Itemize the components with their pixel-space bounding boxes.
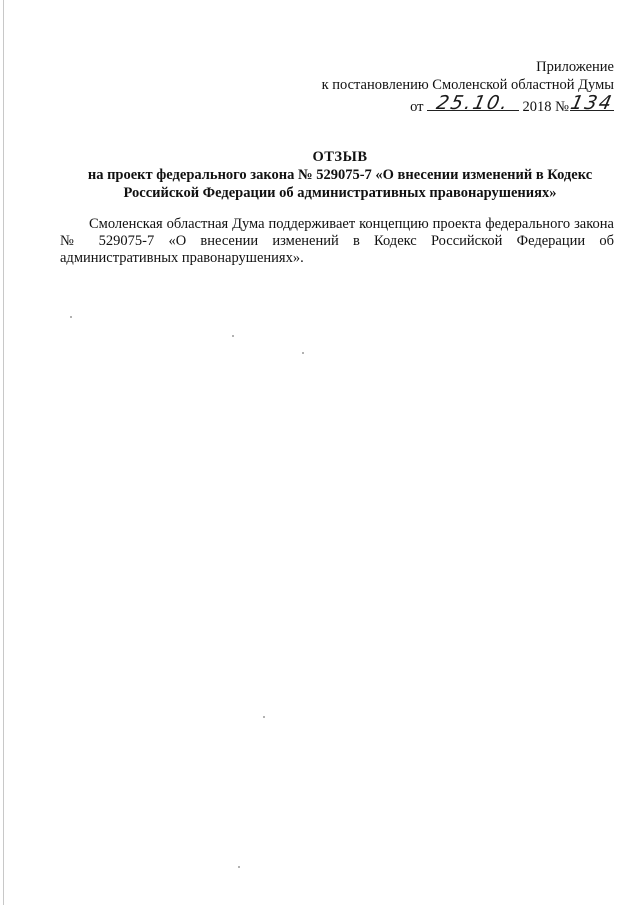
title-line-1: на проект федерального закона № 529075-7 «О внесении изменений в Кодекс bbox=[87, 167, 593, 183]
document-title bbox=[40, 148, 640, 202]
scan-speck bbox=[232, 335, 234, 337]
scan-speck bbox=[238, 866, 240, 868]
scan-edge bbox=[3, 0, 4, 905]
handwritten-number-field bbox=[568, 92, 616, 114]
handwritten-date-field bbox=[427, 92, 519, 114]
title-heading: ОТЗЫВ bbox=[312, 149, 368, 165]
appendix-header bbox=[274, 58, 614, 116]
handwritten-date: 25.10. bbox=[433, 92, 512, 114]
date-prefix: от bbox=[410, 99, 424, 115]
title-line-2: Российской Федерации об административных правонарушениях» bbox=[123, 185, 557, 201]
year-and-number-label: 2018 № bbox=[522, 99, 569, 115]
body-paragraph: Смоленская областная Дума поддерживает концепцию проекта федерального закона № 529075-7 «О внесении изменений в Кодекс Российской Федерации об административных правонарушениях». bbox=[60, 216, 614, 266]
resolution-date-line bbox=[274, 94, 614, 116]
scan-speck bbox=[70, 316, 72, 318]
scan-speck bbox=[302, 352, 304, 354]
handwritten-number: 134 bbox=[568, 92, 616, 114]
scan-speck bbox=[263, 716, 265, 718]
appendix-label: Приложение bbox=[536, 59, 614, 75]
resolution-reference: к постановлению Смоленской областной Думы bbox=[321, 77, 614, 93]
